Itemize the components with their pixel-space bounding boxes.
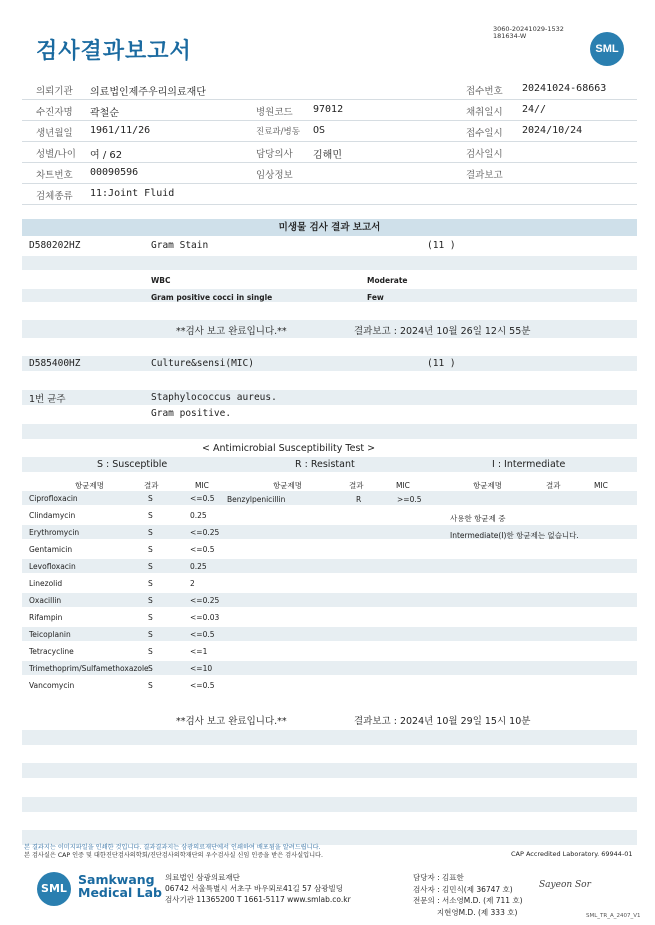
receipt-date-label: 접수일시 bbox=[466, 128, 503, 139]
sml-logo-icon: SML bbox=[590, 32, 624, 66]
ast-drug: Clindamycin bbox=[29, 511, 76, 520]
document-number-line-1: 3060-20241029-1532 bbox=[493, 25, 564, 33]
ast-mic: <=0.5 bbox=[190, 545, 215, 554]
ast-result: S bbox=[148, 613, 153, 622]
col-result-header: 결과 bbox=[144, 481, 159, 490]
strain-label: 1번 균주 bbox=[29, 394, 66, 405]
band bbox=[22, 356, 637, 371]
header-row-5 bbox=[22, 163, 637, 184]
sml-footer-logo-icon: SML bbox=[37, 872, 71, 906]
wbc-label: WBC bbox=[151, 276, 171, 285]
ast-drug: Vancomycin bbox=[29, 681, 75, 690]
receipt-no-label: 접수번호 bbox=[466, 86, 503, 97]
birth-value: 1961/11/26 bbox=[90, 125, 151, 136]
lab-name bbox=[78, 873, 162, 899]
ast-result: S bbox=[148, 630, 153, 639]
col-drug-header: 항균제명 bbox=[473, 481, 502, 490]
specimen-label: 검체종류 bbox=[36, 191, 73, 202]
gpc-label: Gram positive cocci in single bbox=[151, 293, 273, 302]
ast-title: < Antimicrobial Susceptibility Test > bbox=[202, 443, 376, 454]
lab-address bbox=[165, 872, 351, 905]
test1-name: Gram Stain bbox=[151, 240, 209, 251]
intermediate-note-1: 사용한 항균제 중 bbox=[450, 514, 506, 523]
band bbox=[22, 763, 637, 778]
staff-list bbox=[413, 872, 523, 918]
sex-age-value: 여 / 62 bbox=[90, 150, 123, 161]
wbc-value: Moderate bbox=[367, 276, 408, 285]
doctor-value: 김해민 bbox=[313, 150, 342, 161]
gram-result: Gram positive. bbox=[151, 408, 232, 419]
ast-drug: Rifampin bbox=[29, 613, 63, 622]
patient-value: 곽철순 bbox=[90, 108, 119, 119]
document-number-line-2: 181634-W bbox=[493, 32, 527, 40]
col2-mic: >=0.5 bbox=[397, 495, 422, 504]
ast-mic: <=0.25 bbox=[190, 528, 220, 537]
ast-result: S bbox=[148, 681, 153, 690]
section-title: 미생물 검사 결과 보고서 bbox=[278, 222, 381, 233]
test1-report-time: 결과보고 : 2024년 10월 26일 12시 55분 bbox=[354, 326, 531, 337]
test1-code: D580202HZ bbox=[29, 240, 81, 251]
staff-line-2: 검사자 : 김민식(제 36747 호) bbox=[413, 884, 513, 894]
lab-name-line-2: Medical Lab bbox=[78, 885, 162, 900]
ast-result: S bbox=[148, 562, 153, 571]
lab-name-line-1: Samkwang bbox=[78, 872, 155, 887]
birth-label: 생년월일 bbox=[36, 128, 73, 139]
cap-accreditation: CAP Accredited Laboratory. 69944-01 bbox=[511, 850, 633, 858]
ast-mic: <=0.5 bbox=[190, 681, 215, 690]
ast-drug: Linezolid bbox=[29, 579, 63, 588]
chart-value: 00090596 bbox=[90, 167, 139, 178]
test2-name: Culture&sensi(MIC) bbox=[151, 358, 254, 369]
test2-done: **검사 보고 완료입니다.** bbox=[176, 716, 287, 727]
col2-drug: Benzylpenicillin bbox=[227, 495, 286, 504]
ast-drug: Erythromycin bbox=[29, 528, 80, 537]
header-row-4 bbox=[22, 142, 637, 163]
test2-code: D585400HZ bbox=[29, 358, 81, 369]
signature: Sayeon Sor bbox=[539, 880, 591, 890]
ast-mic: 0.25 bbox=[190, 562, 207, 571]
ast-mic: <=0.5 bbox=[190, 630, 215, 639]
ast-result: S bbox=[148, 511, 153, 520]
ast-drug: Levofloxacin bbox=[29, 562, 76, 571]
staff-line-3: 전문의 : 서소영M.D. (제 711 호) bbox=[413, 896, 523, 905]
staff-line-1: 담당자 : 김표한 bbox=[413, 873, 464, 882]
col2-result: R bbox=[356, 495, 362, 504]
ast-result: S bbox=[148, 494, 153, 503]
band bbox=[22, 289, 637, 302]
test2-count: (11 ) bbox=[427, 358, 456, 369]
test1-done: **검사 보고 완료입니다.** bbox=[176, 326, 287, 337]
footer-note-black: 본 검사실은 CAP 인증 및 대한진단검사의학회/진단검사의학재단의 우수검사실 신임 인증을 받은 검사실입니다. bbox=[24, 852, 323, 859]
ast-drug: Teicoplanin bbox=[29, 630, 71, 639]
header-row-3 bbox=[22, 121, 637, 142]
ast-result: S bbox=[148, 647, 153, 656]
section-header bbox=[22, 219, 637, 236]
ast-row-band bbox=[22, 491, 637, 505]
header-row-1 bbox=[22, 79, 637, 100]
dept-value: OS bbox=[313, 125, 326, 136]
band bbox=[22, 320, 637, 338]
address-line-2: 06742 서울특별시 서초구 바우뫼로41길 57 삼광빌딩 bbox=[165, 884, 344, 893]
legend-intermediate: I : Intermediate bbox=[492, 459, 566, 470]
hospital-code-value: 97012 bbox=[313, 104, 344, 115]
receipt-no-value: 20241024-68663 bbox=[522, 83, 607, 94]
report-title: 검사결과보고서 bbox=[36, 39, 192, 64]
ast-result: S bbox=[148, 545, 153, 554]
test-date-label: 검사일시 bbox=[466, 149, 503, 160]
ast-result: S bbox=[148, 664, 153, 673]
report-label: 결과보고 bbox=[466, 170, 503, 181]
ast-drug: Oxacillin bbox=[29, 596, 62, 605]
ast-row-band bbox=[22, 627, 637, 641]
collect-date-label: 채취일시 bbox=[466, 107, 503, 118]
band bbox=[22, 797, 637, 812]
ast-mic: <=1 bbox=[190, 647, 208, 656]
clinical-label: 임상정보 bbox=[256, 170, 293, 181]
organism: Staphylococcus aureus. bbox=[151, 392, 277, 403]
col-result-header: 결과 bbox=[546, 481, 561, 490]
legend-susceptible: S : Susceptible bbox=[97, 459, 168, 470]
col-mic-header: MIC bbox=[195, 481, 209, 490]
ast-drug: Ciprofloxacin bbox=[29, 494, 78, 503]
patient-label: 수진자명 bbox=[36, 107, 73, 118]
ast-drug: Gentamicin bbox=[29, 545, 73, 554]
ast-drug: Tetracycline bbox=[29, 647, 74, 656]
hospital-label: 의뢰기관 bbox=[36, 86, 73, 97]
legend-resistant: R : Resistant bbox=[295, 459, 355, 470]
form-version: SML_TR_A_2407_V1 bbox=[586, 913, 641, 919]
col-mic-header: MIC bbox=[396, 481, 410, 490]
ast-row-band bbox=[22, 593, 637, 607]
specimen-value: 11:Joint Fluid bbox=[90, 188, 175, 199]
header-row-6 bbox=[22, 184, 637, 205]
sex-age-label: 성별/나이 bbox=[36, 149, 76, 160]
gpc-value: Few bbox=[367, 293, 384, 302]
ast-mic: 2 bbox=[190, 579, 195, 588]
intermediate-note-2: Intermediate(I)한 항균제는 없습니다. bbox=[450, 531, 579, 540]
col-drug-header: 항균제명 bbox=[273, 481, 302, 490]
ast-mic: <=0.25 bbox=[190, 596, 220, 605]
header-row-2 bbox=[22, 100, 637, 121]
band bbox=[22, 730, 637, 745]
address-line-1: 의료법인 삼광의료재단 bbox=[165, 873, 240, 882]
footer-note-blue: 본 결과지는 이미지파일을 인쇄한 것입니다. 결과결과지는 삼광의료재단에서 인쇄하여 배포됨을 알려드립니다. bbox=[24, 844, 321, 851]
staff-line-4: 지현영M.D. (제 333 호) bbox=[413, 907, 518, 917]
address-line-3: 검사기관 11365200 T 1661-5117 www.smlab.co.kr bbox=[165, 895, 351, 904]
ast-drug: Trimethoprim/Sulfamethoxazole bbox=[29, 664, 149, 673]
hospital-code-label: 병원코드 bbox=[256, 107, 293, 118]
band bbox=[22, 390, 637, 405]
ast-mic: <=0.5 bbox=[190, 494, 215, 503]
test2-report-time: 결과보고 : 2024년 10월 29일 15시 10분 bbox=[354, 716, 531, 727]
document-number bbox=[493, 26, 564, 40]
col-mic-header: MIC bbox=[594, 481, 608, 490]
ast-result: S bbox=[148, 596, 153, 605]
band bbox=[22, 424, 637, 439]
ast-result: S bbox=[148, 579, 153, 588]
collect-date-value: 24// bbox=[522, 104, 547, 115]
test1-count: (11 ) bbox=[427, 240, 456, 251]
receipt-date-value: 2024/10/24 bbox=[522, 125, 583, 136]
ast-result: S bbox=[148, 528, 153, 537]
ast-mic: <=0.03 bbox=[190, 613, 220, 622]
band bbox=[22, 256, 637, 270]
doctor-label: 담당의사 bbox=[256, 149, 293, 160]
hospital-value: 의료법인제주우리의료재단 bbox=[90, 87, 206, 98]
ast-mic: 0.25 bbox=[190, 511, 207, 520]
col-result-header: 결과 bbox=[349, 481, 364, 490]
ast-mic: <=10 bbox=[190, 664, 213, 673]
dept-label: 진료과/병동 bbox=[256, 127, 300, 137]
chart-label: 차트번호 bbox=[36, 170, 73, 181]
col-drug-header: 항균제명 bbox=[75, 481, 104, 490]
ast-row-band bbox=[22, 559, 637, 573]
